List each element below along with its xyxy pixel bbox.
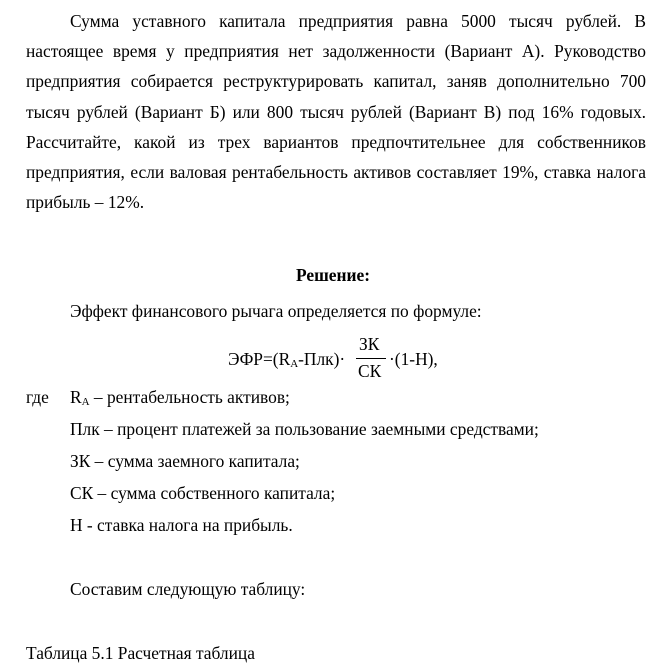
where-label: где (26, 387, 49, 407)
definition-sk: СК – сумма собственного капитала; (70, 483, 336, 503)
formula-numerator: ЗК (359, 334, 380, 354)
fraction-bar (356, 358, 386, 359)
solution-heading: Решение: (296, 265, 371, 285)
formula-denominator: СК (358, 361, 382, 381)
definition-plk: Плк – процент платежей за пользование заемными средствами; (70, 419, 539, 439)
definition-n: Н - ставка налога на прибыль. (70, 515, 293, 535)
formula-rhs: ·(1-Н), (389, 349, 438, 369)
formula-lhs: $ЭФР=(R_А-Плк)\cdot$ (228, 349, 346, 370)
table-intro: Составим следующую таблицу: (70, 579, 306, 599)
table-caption: Таблица 5.1 Расчетная таблица (26, 643, 255, 663)
definition-zk: ЗК – сумма заемного капитала; (70, 451, 300, 471)
problem-statement: Сумма уставного капитала предприятия равна 5000 тысяч рублей. В настоящее время у предприятия нет задолженности (Вариант А). Руководство предприятия собирается реструктурировать капитал, заняв дополнительно 700 тысяч рублей (Вариант Б) или 800 тысяч рублей (Вариант В) под 16% годовых. Рассчитайте, какой из трех вариантов предпочтительнее для собственников предприятия, если валовая рентабельность активов составляет 19%, ставка налога прибыль – 12%. (26, 11, 646, 213)
definition-ra: $R_А$ – рентабельность активов; (70, 387, 290, 408)
formula-intro: Эффект финансового рычага определяется по формуле: (70, 301, 482, 321)
